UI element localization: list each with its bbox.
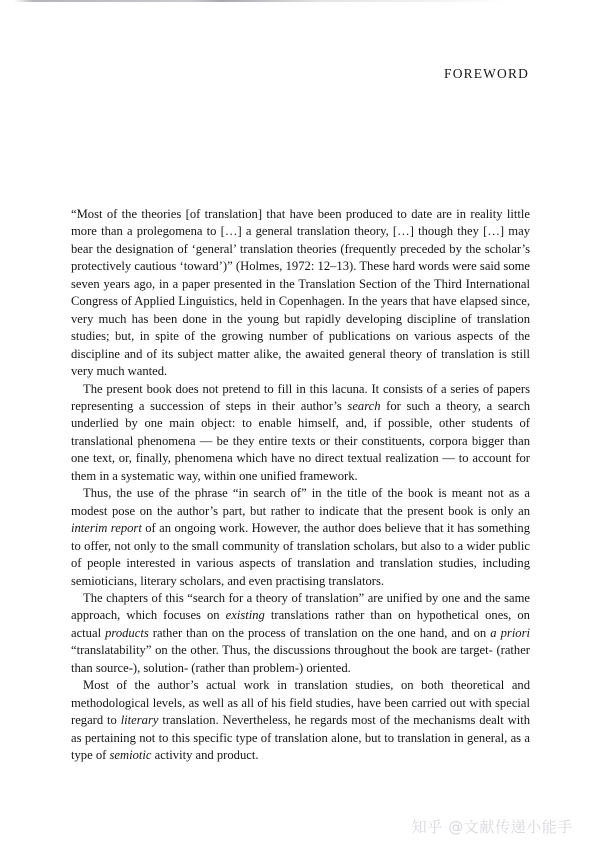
scan-edge-artifact — [14, 0, 506, 2]
body-run: The present book does not pretend to fill in this lacuna. It consists of a series of papers representing a succession of steps in their author’s — [71, 381, 530, 413]
body-run: of an ongoing work. However, the author does believe that it has something to offer, not only to the small community of translation scholars, but also to a wider public of people interested in various aspects of translation and translation studies, including semioticians, literary scholars, and even practising translators. — [71, 521, 530, 588]
body-run: translations rather than on hypothetical ones, on actual — [71, 608, 530, 640]
emphasis-text: interim report — [71, 521, 142, 536]
emphasis-text: search — [347, 398, 381, 413]
body-run: Thus, the use of the phrase “in search of” in the title of the book is meant not as a modest pose on the author’s part, but rather to indicate that the present book is only an — [71, 486, 530, 518]
paragraph-p5-actual-work — [71, 677, 530, 764]
emphasis-text: semiotic — [109, 748, 152, 763]
body-run: “translatability” on the other. Thus, the discussions throughout the book are target- (rather than source-), solution- (rather than problem-) oriented. — [71, 643, 530, 675]
body-run: Most of the author’s actual work in translation studies, on both theoretical and methodological levels, as well as all of his field studies, have been carried out with special regard to — [71, 678, 530, 728]
body-run: The chapters of this “search for a theory of translation” are unified by one and the same approach, which focuses on — [71, 590, 530, 623]
emphasis-text: existing — [225, 608, 265, 623]
foreword-body — [71, 206, 530, 765]
paragraph-p3-in-search-of — [71, 485, 530, 590]
body-run: translation. Nevertheless, he regards most of the mechanisms dealt with as pertaining not to this specific type of translation alone, but to translation in general, as a type of — [71, 713, 530, 763]
emphasis-text: a priori — [490, 625, 531, 640]
paragraph-p1-quotation — [71, 206, 530, 381]
paragraph-p2-present-book — [71, 381, 530, 486]
body-run: “Most of the theories [of translation] that have been produced to date are in reality little more than a prolegomena to […] a general translation theory, […] though they […] may bear the designation of ‘general’ translation theories (frequently preceded by the scholar’s protectively cautious ‘toward’)” (Holmes, 1972: 12–13). These hard words were said some seven years ago, in a paper presented in the Translation Section of the Third International Congress of Applied Linguistics, held in Copenhagen. In the years that have elapsed since, very much has been done in the young but rapidly developing discipline of translation studies; but, in spite of the growing number of publications on various aspects of the discipline and of its subject matter alike, the awaited general theory of translation is still very much wanted. — [71, 207, 530, 379]
body-run: rather than on the process of translation on the one hand, and on — [148, 625, 491, 640]
body-run: activity and product. — [151, 748, 259, 763]
emphasis-text: products — [105, 625, 149, 640]
running-head: FOREWORD — [444, 66, 529, 81]
emphasis-text: literary — [120, 713, 159, 728]
body-run: for such a theory, a search underlied by one main object: to enable himself, and, if possible, other students of translational phenomena — be they entire texts or their constituents, corpora bigger than one text, or, finally, phenomena which have no direct textual realization — to account for them in a systematic way, within one unified framework. — [71, 398, 530, 483]
zhihu-watermark: 知乎 @文献传递小能手 — [411, 818, 573, 836]
paragraph-p4-chapters — [71, 590, 530, 677]
